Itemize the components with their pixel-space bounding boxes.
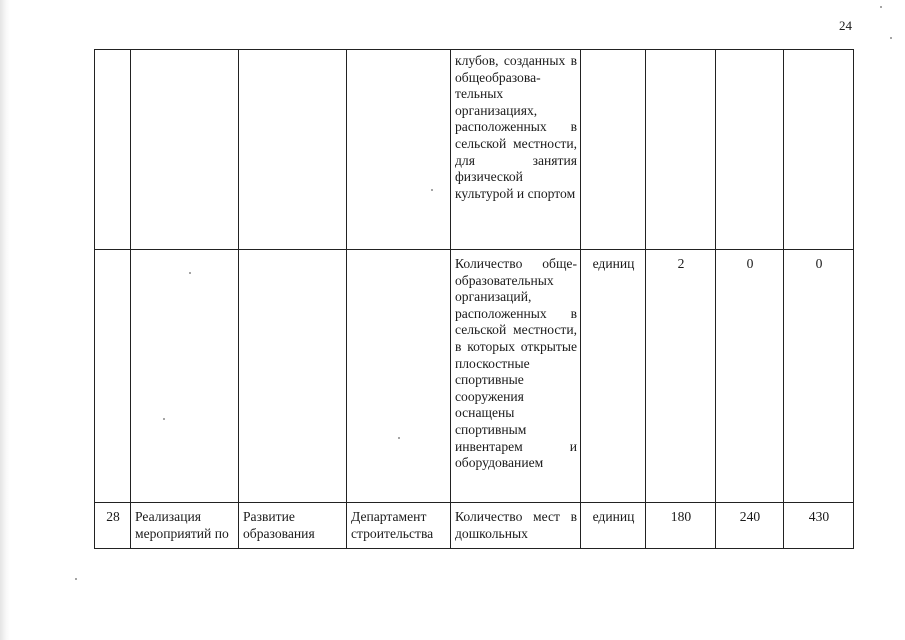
program-cell: Развитие образования (239, 503, 347, 549)
value-cell-3: 0 (784, 250, 854, 503)
table-row (95, 250, 854, 503)
row-number-cell: 28 (95, 503, 131, 549)
unit-cell: единиц (581, 503, 646, 549)
table-row (95, 503, 854, 549)
event-cell: Реализация мероприятий по (131, 503, 239, 549)
value-cell-1: 2 (646, 250, 716, 503)
value-cell-3 (784, 50, 854, 250)
indicators-table (94, 49, 854, 549)
executor-cell: Департамент строительства (347, 503, 451, 549)
row-number-cell (95, 50, 131, 250)
scan-speck (189, 272, 191, 274)
event-cell (131, 250, 239, 503)
event-cell (131, 50, 239, 250)
value-cell-2 (716, 50, 784, 250)
scan-speck (431, 189, 433, 191)
scan-speck (398, 437, 400, 439)
unit-cell: единиц (581, 250, 646, 503)
scan-speck (890, 37, 892, 39)
executor-cell (347, 50, 451, 250)
program-cell (239, 50, 347, 250)
scan-speck (163, 418, 165, 420)
scan-speck (880, 6, 882, 8)
value-cell-1: 180 (646, 503, 716, 549)
table-row (95, 50, 854, 250)
unit-cell (581, 50, 646, 250)
program-cell (239, 250, 347, 503)
value-cell-1 (646, 50, 716, 250)
indicator-cell: Количество обще-образовательных организаций, расположенных в сельской местности, в которых открытые плоскостные спортивные сооружения оснащены спортивным инвентарем и оборудованием (451, 250, 581, 503)
executor-cell (347, 250, 451, 503)
value-cell-2: 0 (716, 250, 784, 503)
page-number: 24 (839, 18, 852, 33)
row-number-cell (95, 250, 131, 503)
value-cell-2: 240 (716, 503, 784, 549)
value-cell-3: 430 (784, 503, 854, 549)
scan-speck (75, 578, 77, 580)
scan-shadow-edge (0, 0, 10, 640)
indicator-cell: клубов, созданных в общеобразова-тельных организациях, расположенных в сельской местности, для занятия физической культурой и спортом (451, 50, 581, 250)
indicator-cell: Количество мест в дошкольных (451, 503, 581, 549)
